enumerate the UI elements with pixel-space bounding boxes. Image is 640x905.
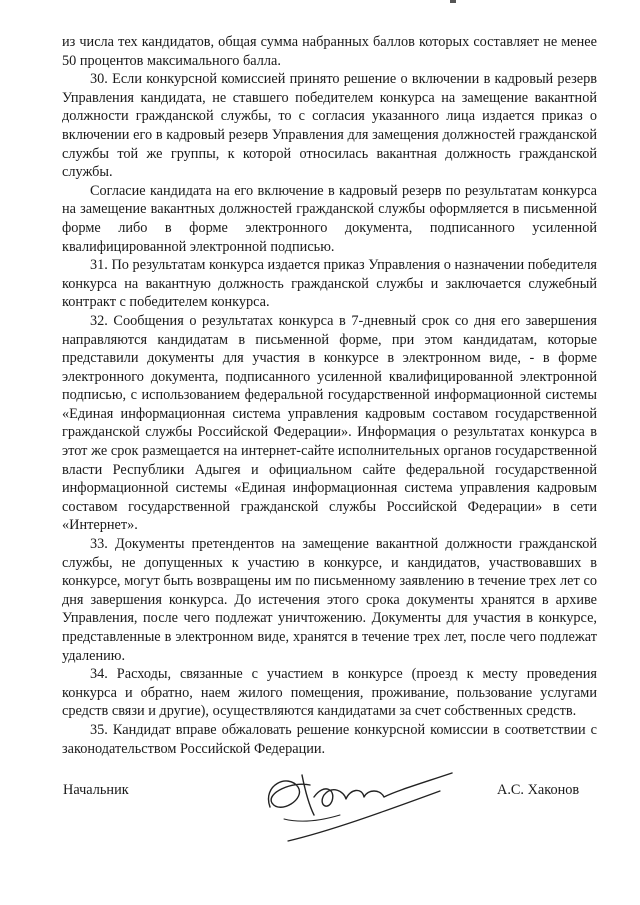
signer-title: Начальник — [63, 782, 129, 798]
paragraph-31: 31. По результатам конкурса издается приказ Управления о назначении победителя конкурса на вакантную должность гражданской службы и заключается служебный контракт с победителем конкурса. — [62, 257, 597, 311]
scan-mark — [450, 0, 456, 3]
paragraph-32: 32. Сообщения о результатах конкурса в 7-дневный срок со дня его завершения направляются кандидатам в письменной форме, при этом кандидатам, которые представили документы для участия в конкурсе в электронном виде, - в форме электронного документа, подписанного усиленной квалифицированной электронной подписью, с использованием федеральной государственной информационной системы «Единая информационная система управления кадровым составом государственной гражданской службы Российской Федерации». Информация о результатах конкурса в этот же срок размещается на интернет-сайте исполнительных органов государственной власти Республики Адыгея и официальном сайте федеральной государственной информационной системы «Единая информационная система управления кадровым составом государственной гражданской службы Российской Федерации» в сети «Интернет». — [62, 312, 597, 534]
paragraph-34: 34. Расходы, связанные с участием в конкурсе (проезд к месту проведения конкурса и обратно, наем жилого помещения, проживание, пользование услугами средств связи и другие), осуществляются кандидатами за счет собственных средств. — [62, 666, 597, 720]
paragraph-35: 35. Кандидат вправе обжаловать решение конкурсной комиссии в соответствии с законодательством Российской Федерации. — [62, 721, 597, 757]
signer-name: А.С. Хаконов — [497, 782, 580, 798]
paragraph-33: 33. Документы претендентов на замещение вакантной должности гражданской службы, не допущенных к участию в конкурсе, и кандидатов, участвовавших в конкурсе, могут быть возвращены им по письменному заявлению в течение трех лет со дня завершения конкурса. До истечения этого срока документы хранятся в архиве Управления, после чего подлежат уничтожению. Документы для участия в конкурсе, представленные в электронном виде, хранятся в течение трех лет, после чего подлежат удалению. — [62, 536, 597, 664]
handwritten-signature — [240, 745, 470, 855]
document-body — [62, 33, 597, 758]
paragraph-30: 30. Если конкурсной комиссией принято решение о включении в кадровый резерв Управления кандидата, не ставшего победителем конкурса на замещение вакантной должности гражданской службы, то с согласия указанного лица издается приказ о включении его в кадровый резерв Управления для замещения должностей гражданской службы той же группы, к которой относилась вакантная должность гражданской службы. — [62, 71, 597, 181]
paragraph-continuation: из числа тех кандидатов, общая сумма набранных баллов которых составляет не менее 50 процентов максимального балла. — [62, 34, 597, 69]
paragraph-30-consent: Согласие кандидата на его включение в кадровый резерв по результатам конкурса на замещение вакантных должностей гражданской службы оформляется в письменной форме либо в форме электронного документа, подписанного усиленной квалифицированной электронной подписью. — [62, 182, 597, 255]
